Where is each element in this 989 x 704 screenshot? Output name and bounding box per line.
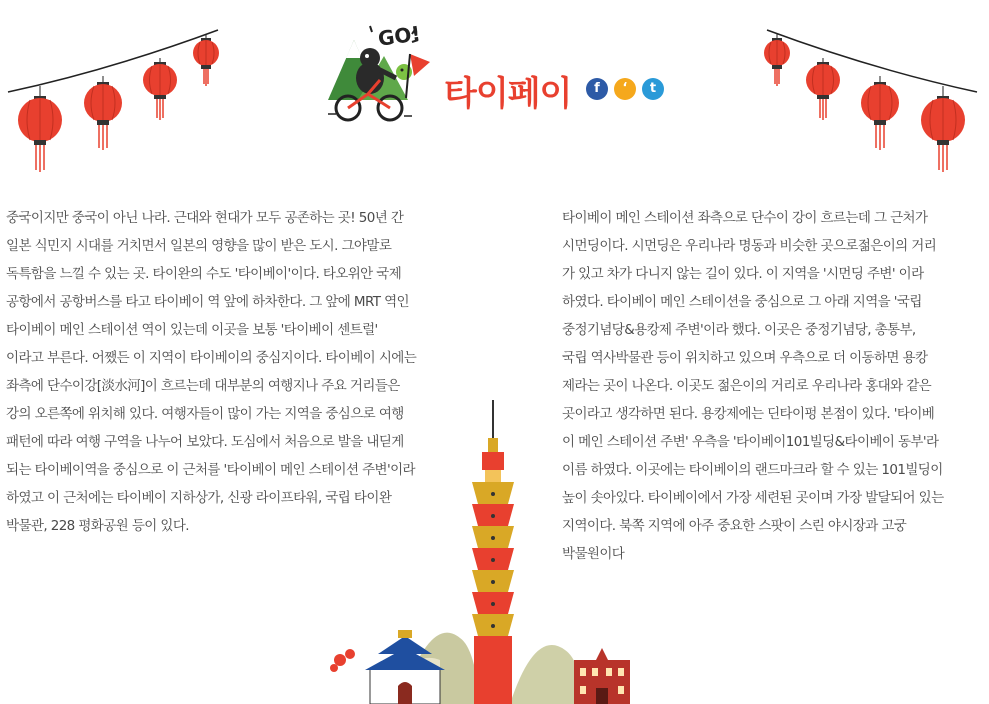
- kakaostory-icon: ‘: [622, 81, 628, 96]
- lantern-icon: [861, 76, 899, 150]
- text-line: 하였다. 타이베이 메인 스테이션을 중심으로 그 아래 지역을 '국립: [562, 294, 922, 310]
- page-title: 타이페이: [444, 74, 572, 114]
- text-line: 이라고 부른다. 어쨌든 이 지역이 타이베이의 중심지이다. 타이베이 시에는: [6, 350, 417, 366]
- red-building-icon: [574, 648, 630, 704]
- facebook-share-button[interactable]: [586, 78, 608, 100]
- text-line: 시먼딩이다. 시먼딩은 우리나라 명동과 비슷한 곳으로젊은이의 거리: [562, 238, 937, 254]
- text-line: 좌측에 단수이강[淡水河]이 흐르는데 대부분의 여행지나 주요 거리들은: [6, 378, 400, 394]
- text-line: 독특함을 느낄 수 있는 곳. 타이완의 수도 '타이베이'이다. 타오위안 국제: [6, 266, 402, 282]
- lantern-icon: [921, 86, 965, 172]
- text-line: 패턴에 따라 여행 구역을 나누어 보았다. 도심에서 처음으로 발을 내딛게: [6, 434, 404, 450]
- text-line: 일본 식민지 시대를 거치면서 일본의 영향을 많이 받은 도시. 그야말로: [6, 238, 392, 254]
- text-line: 높이 솟아있다. 타이베이에서 가장 세련된 곳이며 가장 발달되어 있는: [562, 490, 944, 506]
- text-line: 제라는 곳이 나온다. 이곳도 젊은이의 거리로 우리나라 홍대와 같은: [562, 378, 932, 394]
- lantern-garland-right: [755, 20, 985, 180]
- twitter-icon: t: [649, 81, 657, 96]
- text-line: 이름 하였다. 이곳에는 타이베이의 랜드마크라 할 수 있는 101빌딩이: [562, 462, 943, 478]
- lantern-icon: [193, 34, 219, 86]
- text-line: 지역이다. 북쪽 지역에 아주 중요한 스팟이 스린 야시장과 고궁: [562, 518, 907, 534]
- go-label: GO!: [376, 21, 422, 51]
- taipei-101-icon: [472, 400, 514, 704]
- text-line: 국립 역사박물관 등이 위치하고 있으며 우측으로 더 이동하면 용캉: [562, 350, 928, 366]
- text-line: 중국이지만 중국이 아닌 나라. 근대와 현대가 모두 공존하는 곳! 50년 간: [6, 210, 404, 226]
- flower-icon: [330, 649, 355, 672]
- twitter-share-button[interactable]: [642, 78, 664, 100]
- text-line: 박물원이다: [562, 546, 625, 562]
- text-line: 박물관, 228 평화공원 등이 있다.: [6, 518, 189, 534]
- text-line: 이 메인 스테이션 주변' 우측을 '타이베이101빌딩&타이베이 동부'라: [562, 434, 939, 450]
- text-line: 공항에서 공항버스를 타고 타이베이 역 앞에 하차한다. 그 앞에 MRT 역인: [6, 294, 410, 310]
- kakaostory-share-button[interactable]: [614, 78, 636, 100]
- lantern-icon: [764, 34, 790, 86]
- text-line: 가 있고 차가 다니지 않는 길이 있다. 이 지역을 '시먼딩 주변' 이라: [562, 266, 924, 282]
- lantern-garland-left: [0, 20, 230, 180]
- lantern-icon: [143, 58, 177, 120]
- text-line: 강의 오른쪽에 위치해 있다. 여행자들이 많이 가는 지역을 중심으로 여행: [6, 406, 404, 422]
- lantern-icon: [806, 58, 840, 120]
- text-line: 되는 타이베이역을 중심으로 이 근처를 '타이베이 메인 스테이션 주변'이라: [6, 462, 415, 478]
- taipei-skyline-illustration: [310, 398, 640, 704]
- lantern-icon: [18, 86, 62, 172]
- text-line: 하였고 이 근처에는 타이베이 지하상가, 신광 라이프타워, 국립 타이완: [6, 490, 392, 506]
- text-line: 타이베이 메인 스테이션 좌측으로 단수이 강이 흐르는데 그 근처가: [562, 210, 928, 226]
- facebook-icon: f: [594, 81, 600, 96]
- lantern-icon: [84, 76, 122, 150]
- go-bicycle-illustration: [318, 18, 440, 126]
- text-line: 중정기념당&용캉제 주변'이라 했다. 이곳은 중정기념당, 총통부,: [562, 322, 916, 338]
- text-line: 곳이라고 생각하면 된다. 용캉제에는 딘타이펑 본점이 있다. '타이베: [562, 406, 935, 422]
- text-line: 타이베이 메인 스테이션 역이 있는데 이곳을 보통 '타이베이 센트럴': [6, 322, 378, 338]
